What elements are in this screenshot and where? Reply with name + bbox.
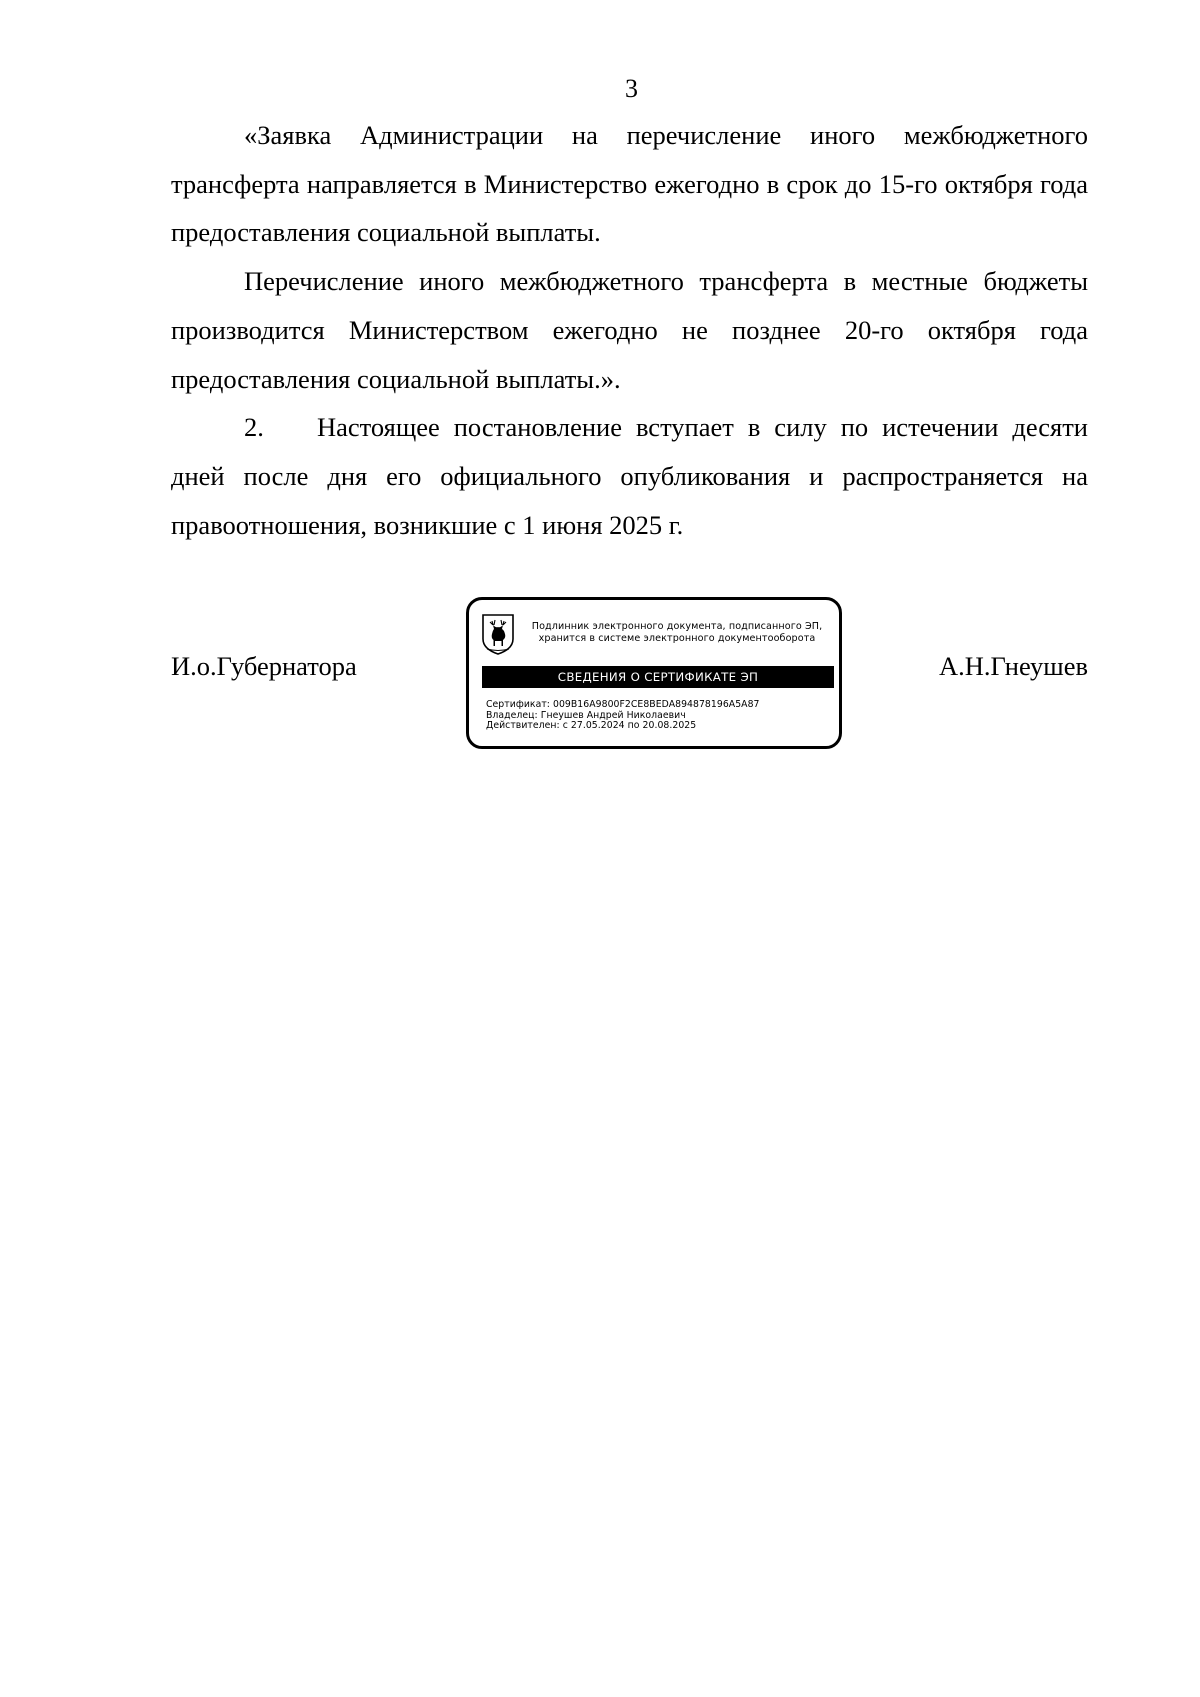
stamp-notice (519, 621, 835, 644)
paragraph-transfer: Перечисление иного межбюджетного трансферта в местные бюджеты производится Министерством ежегодно не позднее 20-го октября года предоставления социальной выплаты.». (171, 266, 1088, 394)
paragraph-application: «Заявка Администрации на перечисление иного межбюджетного трансферта направляется в Министерство ежегодно в срок до 15-го октября года предоставления социальной выплаты. (171, 120, 1088, 248)
item-text: Настоящее постановление вступает в силу по истечении десяти дней после дня его официального опубликования и распространяется на правоотношения, возникшие с 1 июня 2025 г. (171, 412, 1088, 540)
stamp-certificate: Сертификат: 009B16A9800F2CE8BEDA894878196A5A87 (486, 699, 760, 710)
electronic-signature-stamp (466, 597, 842, 749)
stamp-valid: Действителен: с 27.05.2024 по 20.08.2025 (486, 720, 697, 732)
stamp-notice-line-2: хранится в системе электронного документооборота (538, 632, 816, 644)
item-number: 2. (244, 412, 264, 443)
signatory-position: И.о.Губернатора (171, 651, 357, 681)
deer-coat-of-arms-icon (481, 613, 515, 655)
signatory-name: А.Н.Гнеушев (938, 651, 1088, 681)
numbered-item-2 (171, 403, 1088, 549)
page-number: 3 (625, 74, 638, 103)
stamp-owner: Владелец: Гнеушев Андрей Николаевич (486, 709, 686, 721)
stamp-header: СВЕДЕНИЯ О СЕРТИФИКАТЕ ЭП (482, 666, 834, 688)
stamp-notice-line-1: Подлинник электронного документа, подписанного ЭП, (531, 621, 823, 632)
document-body (171, 111, 1088, 549)
stamp-details (486, 700, 831, 732)
